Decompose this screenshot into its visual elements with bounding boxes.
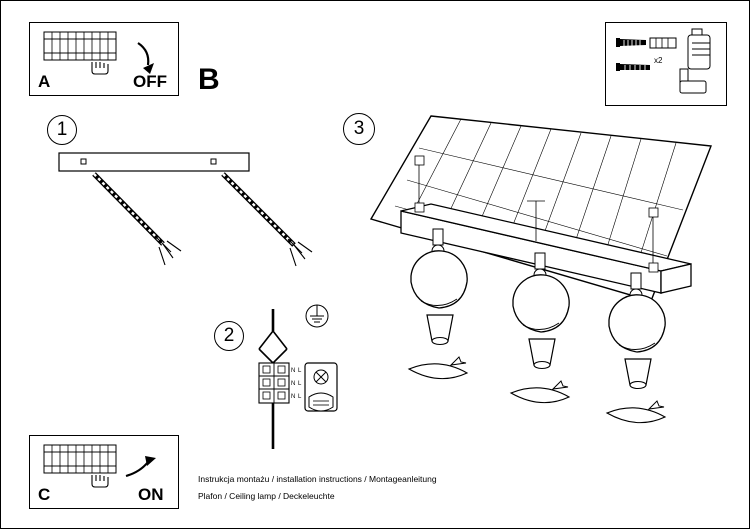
tools-graphic xyxy=(606,23,726,105)
hand-pointing-icon xyxy=(92,62,108,74)
screw-icon xyxy=(616,38,646,47)
step-1-graphic xyxy=(51,141,351,286)
footer-text xyxy=(198,473,528,503)
cable-left xyxy=(94,174,181,265)
footer-line-2: Plafon / Ceiling lamp / Deckeleuchte xyxy=(198,490,335,501)
drill-icon xyxy=(680,29,710,93)
mounting-bar xyxy=(59,153,249,171)
switch-off-label: OFF xyxy=(133,72,167,91)
curved-arrow-icon xyxy=(138,43,154,74)
section-b-label: B xyxy=(198,63,220,96)
svg-text:N: N xyxy=(291,394,296,400)
svg-text:N: N xyxy=(291,368,296,374)
breaker-switch-icon xyxy=(44,445,116,473)
step-3-graphic xyxy=(331,101,731,431)
switch-on-label: ON xyxy=(138,485,164,504)
earth-ground-icon xyxy=(306,305,328,327)
step-1-badge: 1 xyxy=(47,115,77,145)
step-2-badge: 2 xyxy=(214,321,244,351)
svg-text:N: N xyxy=(291,381,296,387)
terminal-block xyxy=(259,363,302,403)
panel-switch-on xyxy=(29,435,179,509)
wall-plug-icon xyxy=(650,38,676,48)
bulb-3 xyxy=(607,401,665,423)
hand-pointing-icon xyxy=(92,475,108,487)
panel-c-letter: C xyxy=(38,485,51,504)
panel-a-letter: A xyxy=(38,72,51,91)
panel-switch-off xyxy=(29,22,179,96)
dowel-icon xyxy=(616,63,650,71)
panel-tools xyxy=(605,22,727,106)
bulb-1 xyxy=(409,357,467,379)
curved-arrow-icon xyxy=(126,456,156,476)
footer-line-1: Instrukcja montażu / installation instructions / Montageanleitung xyxy=(198,474,437,484)
svg-text:L: L xyxy=(298,381,302,387)
svg-text:L: L xyxy=(298,368,302,374)
step-3-badge: 3 xyxy=(343,113,375,145)
screw-count-label: x2 xyxy=(654,56,663,65)
cable-right xyxy=(223,174,312,266)
breaker-switch-icon xyxy=(44,32,116,60)
svg-text:L: L xyxy=(298,394,302,400)
bulb-2 xyxy=(511,381,569,403)
